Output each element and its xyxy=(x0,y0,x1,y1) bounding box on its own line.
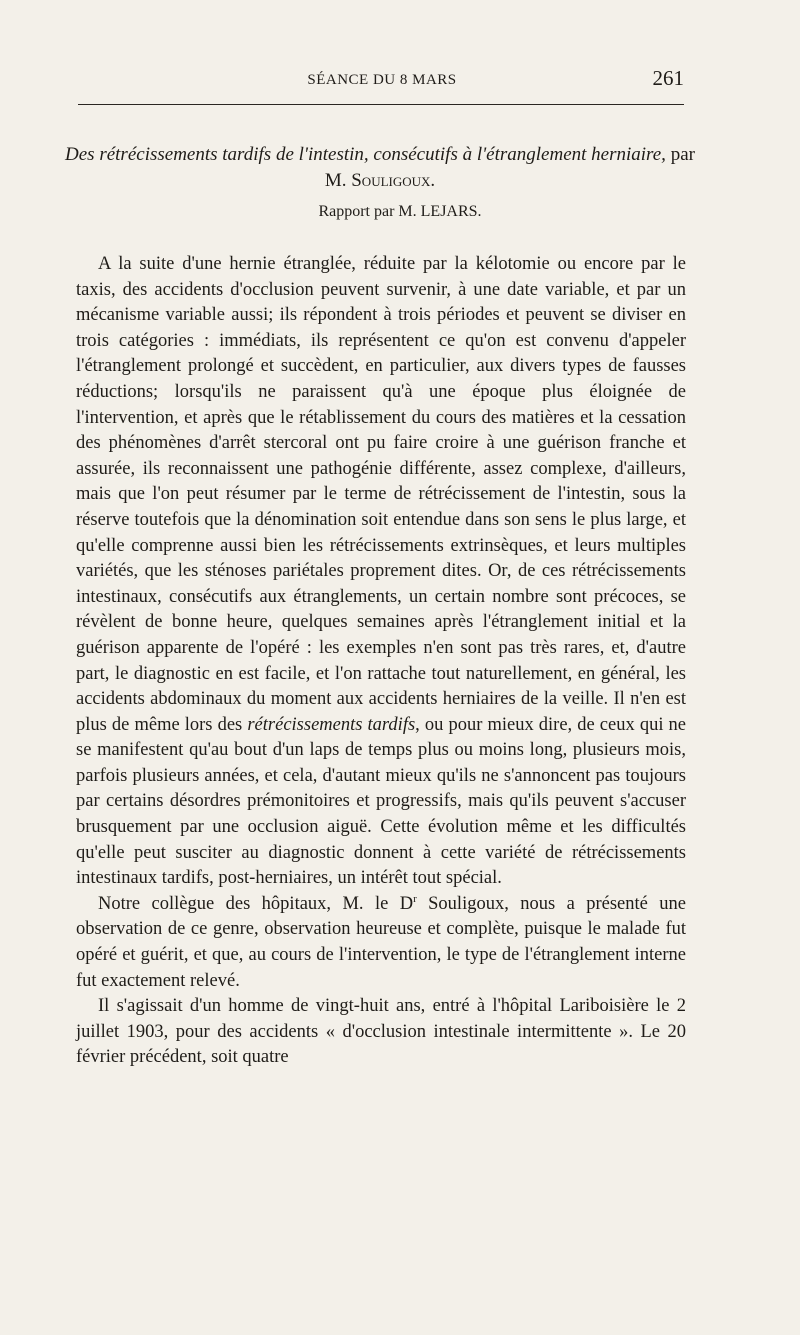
body-text xyxy=(76,252,686,1071)
page-header xyxy=(78,66,686,96)
paragraph-1 xyxy=(76,252,686,892)
paragraph-2 xyxy=(76,892,686,994)
p1-text-b: , ou pour mieux dire, de ceux qui ne se manifestent qu'au bout d'un laps de temps plus ou moins long, plusieurs mois, parfois plusieurs années, et cela, d'autant mieux qu'ils ne s'annoncent pas toujours par certains désordres prémonitoires et progressifs, mais qu'ils peuvent s'accuser brusquement par une occlusion aiguë. Cette évolution même et les difficultés qu'elle peut susciter au diagnostic donnent à cette variété de rétrécissements intestinaux tardifs, post-herniaires, un intérêt tout spécial. xyxy=(76,714,687,889)
report-line: Rapport par M. LEJARS. xyxy=(318,203,482,220)
page-number: 261 xyxy=(652,66,684,90)
p2-text-b: Souligoux, nous a présenté une observation de ce genre, observation heureuse et complète, puisque le malade fut opéré et guérit, et que, au cours de l'intervention, le type de l'étranglement interne fut exactement relevé. xyxy=(76,893,686,991)
article-title xyxy=(60,142,700,194)
paragraph-3: Il s'agissait d'un homme de vingt-huit ans, entré à l'hôpital Lariboisière le 2 juillet 1903, pour des accidents « d'occlusion intestinale intermittente ». Le 20 février précédent, soit quatre xyxy=(76,996,686,1068)
running-head: SÉANCE DU 8 MARS xyxy=(307,72,457,88)
p2-text-a: Notre collègue des hôpitaux, M. le D xyxy=(98,893,414,914)
p1-emphasis: rétrécissements tardifs xyxy=(247,714,416,735)
p2-superscript: r xyxy=(413,892,417,905)
title-author: Souligoux. xyxy=(351,170,436,191)
header-rule xyxy=(78,104,684,105)
title-italic: Des rétrécissements tardifs de l'intestin, consécutifs à l'étranglement herniaire, xyxy=(65,144,666,165)
title-by: par M. xyxy=(324,144,695,191)
p1-text-a: A la suite d'une hernie étranglée, réduite par la kélotomie ou encore par le taxis, des accidents d'occlusion peuvent survenir, à une date variable, et par un mécanisme variable aussi; ils répondent à trois périodes et peuvent se diviser en trois catégories : immédiats, ils représentent ce qu'on est convenu d'appeler l'étranglement prolongé et succèdent, en particulier, aux divers types de fausses réductions; lorsqu'ils ne paraissent qu'à une époque plus éloignée de l'intervention, et après que le rétablissement du cours des matières et la cessation des phénomènes d'arrêt stercoral ont pu faire croire à une guérison franche et assurée, ils reconnaissent une pathogénie différente, assez complexe, d'ailleurs, mais que l'on peut résumer par le terme de rétrécissement de l'intestin, sous la réserve toutefois que la dénomination soit entendue dans son sens le plus large, et qu'elle comprenne aussi bien les rétrécissements extrinsèques, et leurs multiples variétés, que les sténoses pariétales proprement dites. Or, de ces rétrécissements intestinaux, consécutifs aux étranglements, un certain nombre sont précoces, se révèlent de bonne heure, quelques semaines après l'étranglement initial et la guérison apparente de l'opéré : les exemples n'en sont pas très rares, et, d'autre part, le diagnostic en est facile, et l'on rattache tout naturellement, en général, les accidents abdominaux du moment aux accidents herniaires de la veille. Il n'en est plus de même lors des xyxy=(76,254,686,735)
